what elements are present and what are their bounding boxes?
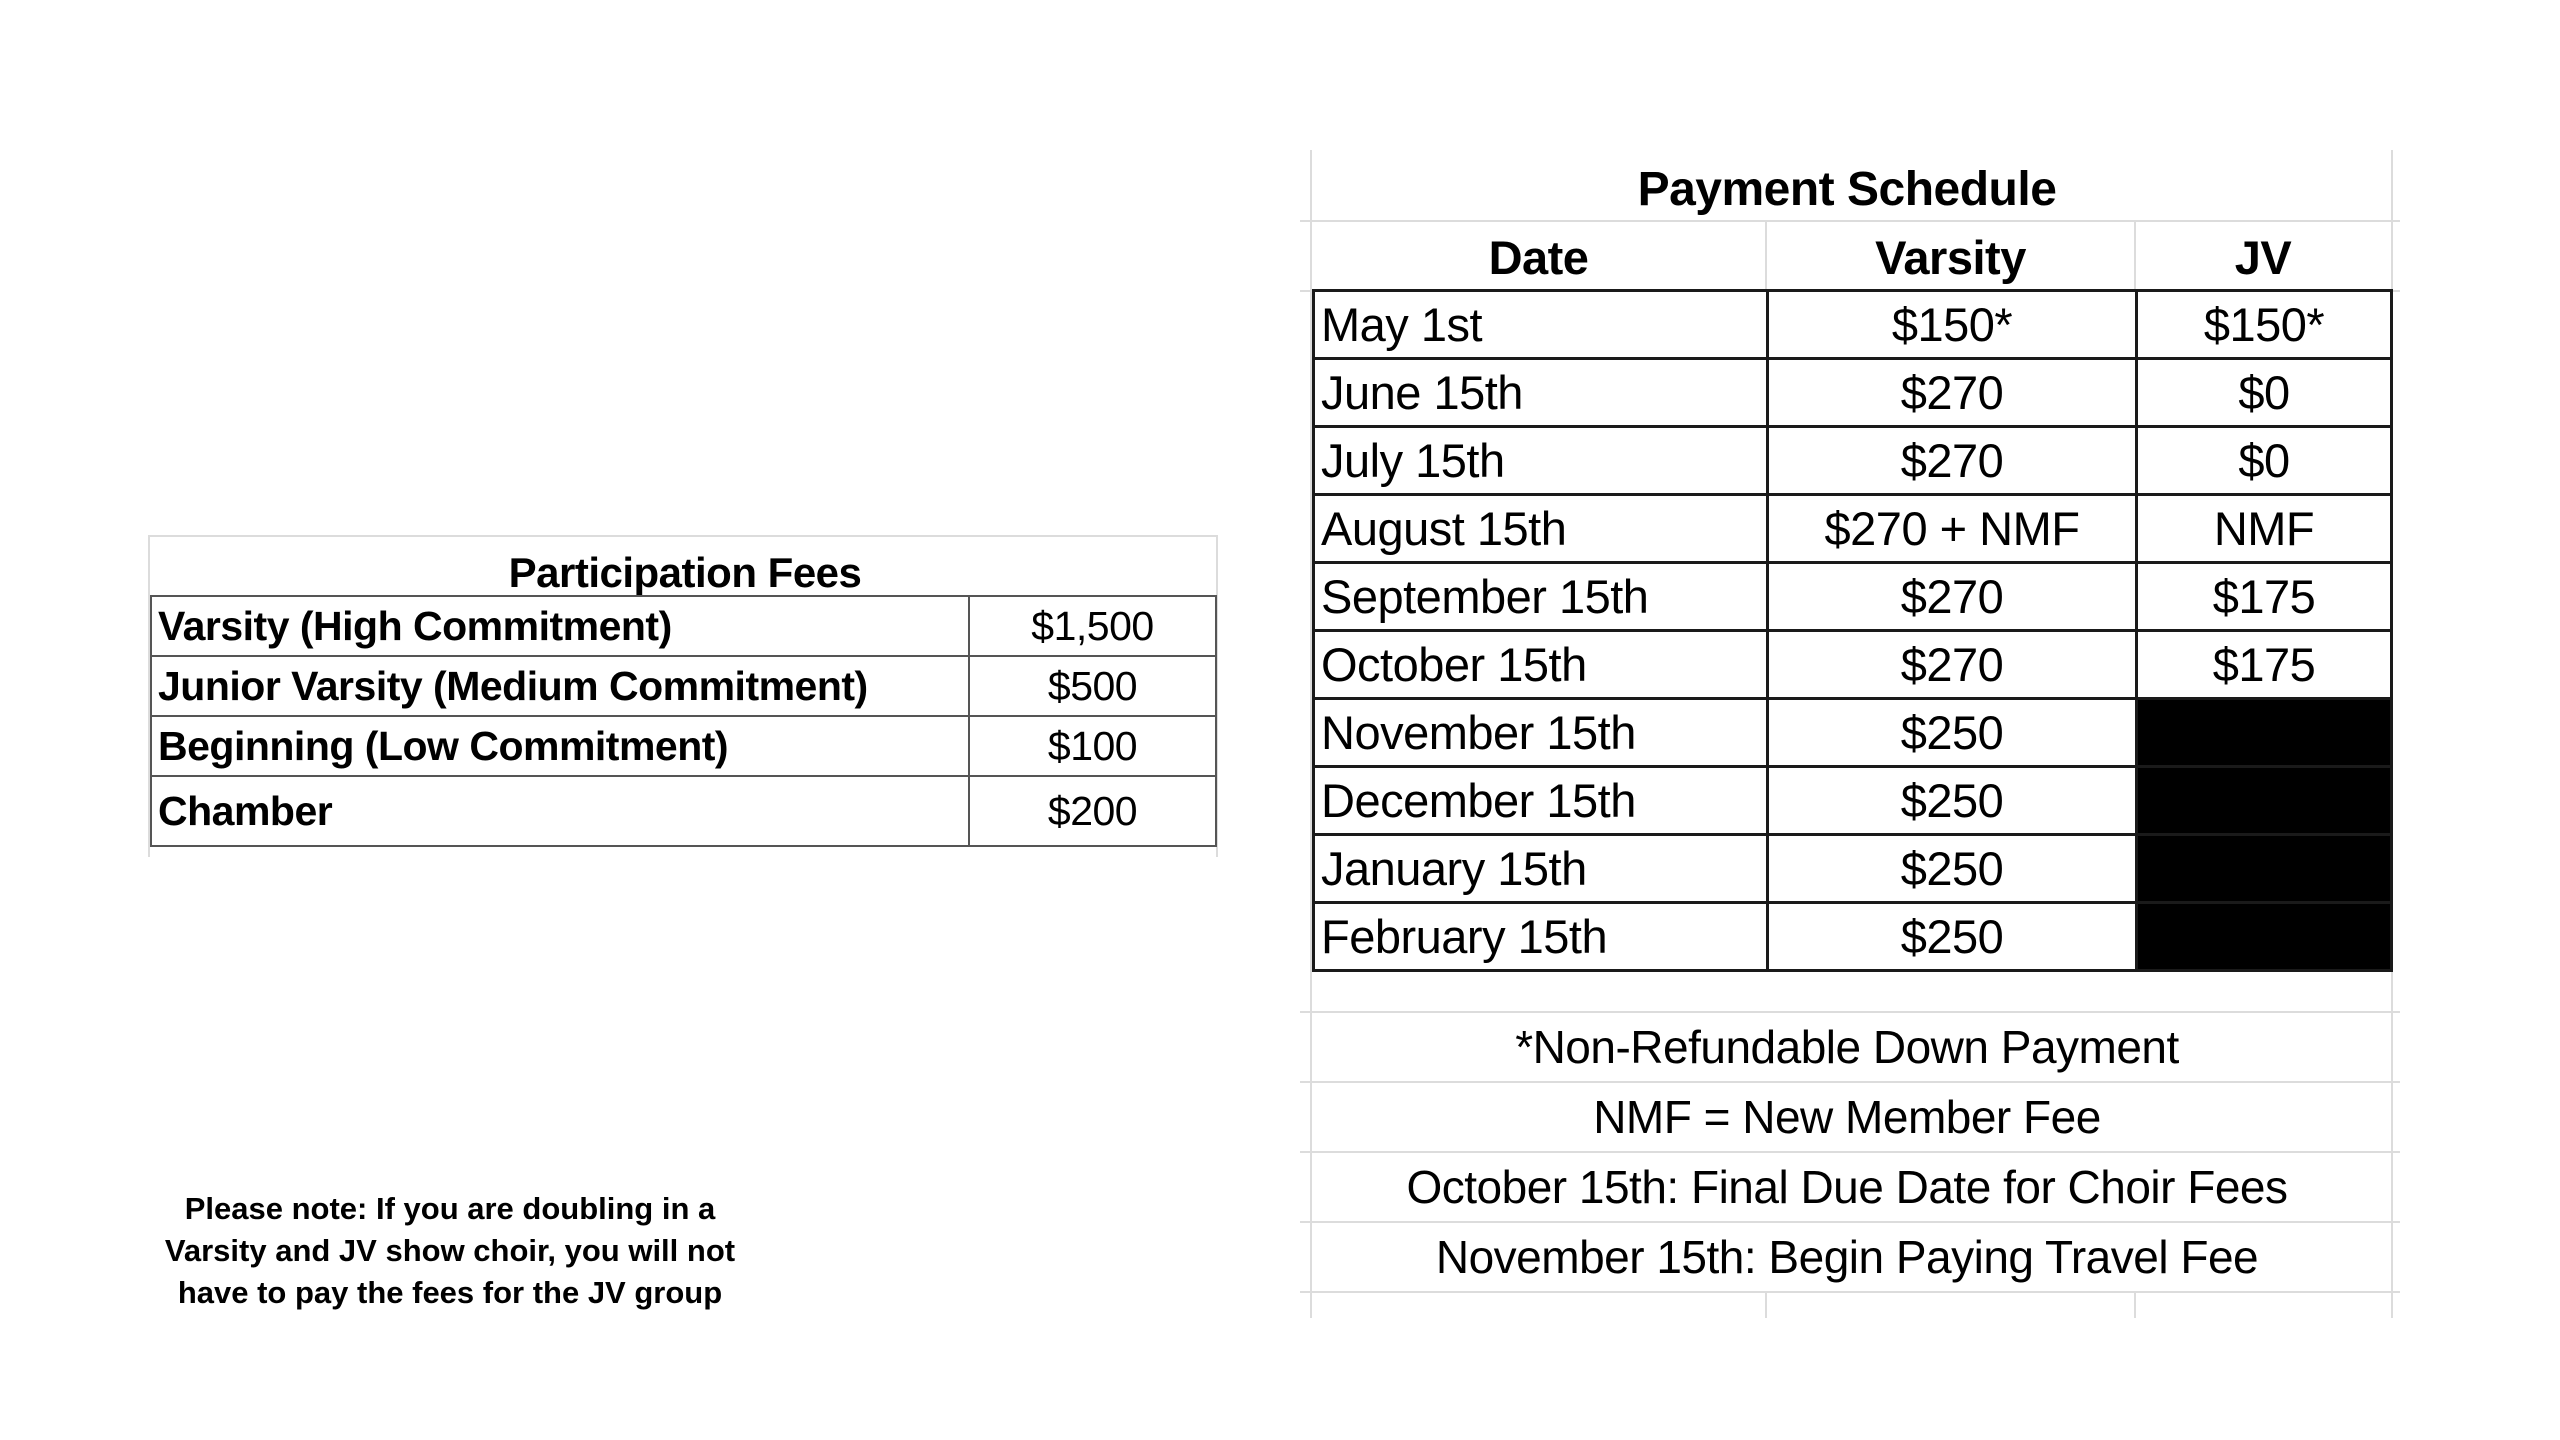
gridline: [2134, 1293, 2136, 1318]
gridline: [1300, 220, 2400, 222]
footnote-final-due-date: October 15th: Final Due Date for Choir Fees: [1406, 1161, 2288, 1213]
payment-schedule-table: [1300, 150, 2400, 1320]
row-varsity-amount: $270: [1768, 359, 2137, 427]
row-varsity-amount: $270: [1768, 563, 2137, 631]
row-varsity-amount: $250: [1768, 699, 2137, 767]
jv-blackout-cell: [2137, 767, 2392, 835]
participation-fees-title: Participation Fees: [508, 549, 862, 596]
participation-fees-table: [148, 529, 1218, 859]
note-line: Please note: If you are doubling in a: [184, 1191, 716, 1226]
row-date: February 15th: [1314, 903, 1768, 971]
row-varsity-amount: $250: [1768, 903, 2137, 971]
table-row: [1314, 427, 2392, 495]
table-row: [1314, 631, 2392, 699]
row-varsity-amount: $250: [1768, 835, 2137, 903]
jv-blackout-cell: [2137, 835, 2392, 903]
row-jv-amount: $150*: [2137, 291, 2392, 359]
row-date: October 15th: [1314, 631, 1768, 699]
fee-amount: $1,500: [969, 596, 1216, 656]
row-date: August 15th: [1314, 495, 1768, 563]
row-date: July 15th: [1314, 427, 1768, 495]
row-jv-amount: $0: [2137, 359, 2392, 427]
fee-amount: $100: [969, 716, 1216, 776]
footnote-down-payment: *Non-Refundable Down Payment: [1515, 1021, 2179, 1073]
note-line: Varsity and JV show choir, you will not: [164, 1233, 736, 1268]
table-row: [151, 656, 1216, 716]
header-jv: JV: [2234, 231, 2292, 284]
row-varsity-amount: $270: [1768, 631, 2137, 699]
table-row: [1314, 903, 2392, 971]
fee-amount: $500: [969, 656, 1216, 716]
row-varsity-amount: $250: [1768, 767, 2137, 835]
gridline: [148, 535, 1218, 537]
table-row: [1314, 495, 2392, 563]
jv-blackout-cell: [2137, 699, 2392, 767]
row-jv-amount: $0: [2137, 427, 2392, 495]
table-row: [1314, 699, 2392, 767]
row-jv-amount: $175: [2137, 563, 2392, 631]
header-varsity: Varsity: [1875, 231, 2026, 284]
table-row: [1314, 767, 2392, 835]
row-jv-amount: NMF: [2137, 495, 2392, 563]
doubling-note: [140, 1188, 760, 1314]
footnote-travel-fee: November 15th: Begin Paying Travel Fee: [1435, 1231, 2259, 1283]
row-varsity-amount: $270 + NMF: [1768, 495, 2137, 563]
row-jv-amount: $175: [2137, 631, 2392, 699]
table-row: [1314, 291, 2392, 359]
fee-name: Junior Varsity (Medium Commitment): [151, 656, 969, 716]
table-row: [151, 776, 1216, 846]
row-varsity-amount: $150*: [1768, 291, 2137, 359]
table-row: [1314, 359, 2392, 427]
jv-blackout-cell: [2137, 903, 2392, 971]
fee-name: Varsity (High Commitment): [151, 596, 969, 656]
row-date: November 15th: [1314, 699, 1768, 767]
table-row: [151, 596, 1216, 656]
row-varsity-amount: $270: [1768, 427, 2137, 495]
note-line: have to pay the fees for the JV group: [177, 1275, 723, 1310]
gridline: [1765, 1293, 1767, 1318]
fee-name: Beginning (Low Commitment): [151, 716, 969, 776]
table-row: [151, 716, 1216, 776]
table-row: [1314, 563, 2392, 631]
table-row: [1314, 835, 2392, 903]
fee-amount: $200: [969, 776, 1216, 846]
participation-fees-grid: [150, 595, 1217, 847]
footnote-nmf: NMF = New Member Fee: [1593, 1091, 2101, 1143]
row-date: September 15th: [1314, 563, 1768, 631]
payment-schedule-title: Payment Schedule: [1637, 163, 2057, 216]
payment-schedule-grid: [1312, 289, 2393, 972]
header-date: Date: [1488, 231, 1589, 284]
row-date: January 15th: [1314, 835, 1768, 903]
row-date: May 1st: [1314, 291, 1768, 359]
fee-name: Chamber: [151, 776, 969, 846]
row-date: December 15th: [1314, 767, 1768, 835]
row-date: June 15th: [1314, 359, 1768, 427]
